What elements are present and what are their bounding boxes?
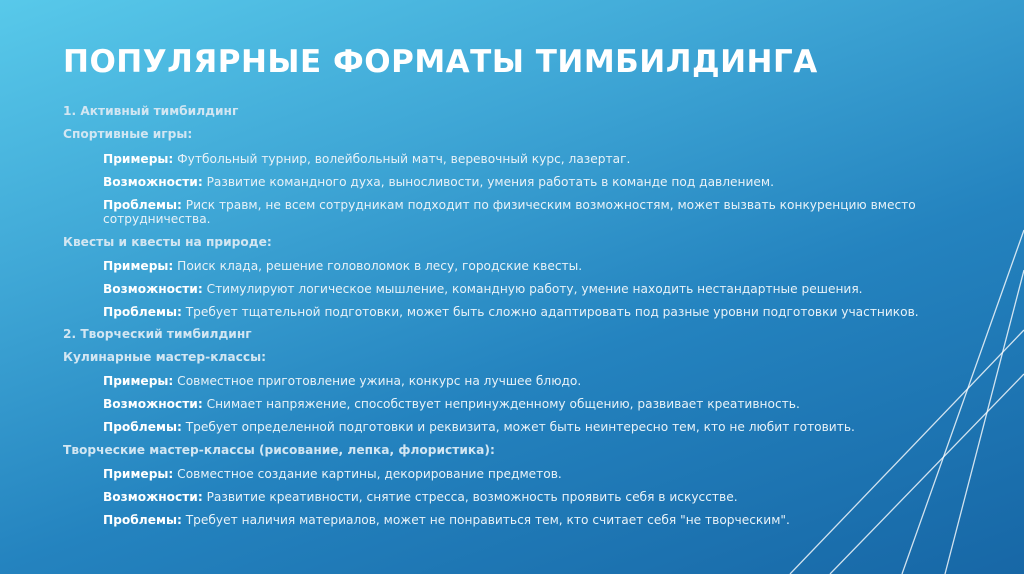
item-text: Требует тщательной подготовки, может быть сложно адаптировать под разные уровни подготовки участников. <box>181 305 919 319</box>
item-text: Стимулируют логическое мышление, командную работу, умение находить нестандартные решения. <box>202 282 863 296</box>
item-text: Футбольный турнир, волейбольный матч, веревочный курс, лазертаг. <box>173 152 631 166</box>
item-label: Проблемы: <box>103 513 182 527</box>
list-item <box>103 374 581 388</box>
item-text: Требует наличия материалов, может не понравиться тем, кто считает себя "не творческим". <box>181 513 790 527</box>
item-text: Поиск клада, решение головоломок в лесу, городские квесты. <box>173 259 583 273</box>
list-item <box>103 152 630 166</box>
item-label: Примеры: <box>103 152 174 166</box>
list-item <box>103 282 863 296</box>
item-label: Примеры: <box>103 374 174 388</box>
item-label: Примеры: <box>103 467 174 481</box>
group-heading-cooking: Кулинарные мастер-классы: <box>63 350 266 364</box>
item-label: Возможности: <box>103 397 203 411</box>
list-item <box>103 259 582 273</box>
group-heading-sport: Спортивные игры: <box>63 127 193 141</box>
item-label: Возможности: <box>103 282 203 296</box>
item-text: Снимает напряжение, способствует непринужденному общению, развивает креативность. <box>202 397 800 411</box>
item-text: Развитие командного духа, выносливости, умения работать в команде под давлением. <box>202 175 774 189</box>
item-label: Примеры: <box>103 259 174 273</box>
list-item <box>103 305 919 319</box>
list-item <box>103 420 855 434</box>
item-label: Проблемы: <box>103 305 182 319</box>
item-label: Проблемы: <box>103 198 182 212</box>
slide-title: ПОПУЛЯРНЫЕ ФОРМАТЫ ТИМБИЛДИНГА <box>63 44 818 80</box>
list-item <box>103 513 790 527</box>
group-heading-quests: Квесты и квесты на природе: <box>63 235 272 249</box>
item-label: Проблемы: <box>103 420 182 434</box>
item-text: Совместное приготовление ужина, конкурс на лучшее блюдо. <box>173 374 582 388</box>
list-item <box>103 175 774 189</box>
item-label: Возможности: <box>103 490 203 504</box>
list-item <box>103 490 738 504</box>
item-text: Риск травм, не всем сотрудникам подходит по физическим возможностям, может вызвать конкуренцию вместо сотрудничества. <box>103 198 916 226</box>
item-text: Развитие креативности, снятие стресса, возможность проявить себя в искусстве. <box>202 490 738 504</box>
list-item <box>103 467 562 481</box>
section-heading-creative: 2. Творческий тимбилдинг <box>63 327 252 341</box>
section-heading-active: 1. Активный тимбилдинг <box>63 104 239 118</box>
list-item <box>103 198 983 226</box>
list-item <box>103 397 800 411</box>
group-heading-art: Творческие мастер-классы (рисование, лепка, флористика): <box>63 443 495 457</box>
item-text: Совместное создание картины, декорирование предметов. <box>173 467 562 481</box>
item-label: Возможности: <box>103 175 203 189</box>
item-text: Требует определенной подготовки и реквизита, может быть неинтересно тем, кто не любит готовить. <box>181 420 855 434</box>
